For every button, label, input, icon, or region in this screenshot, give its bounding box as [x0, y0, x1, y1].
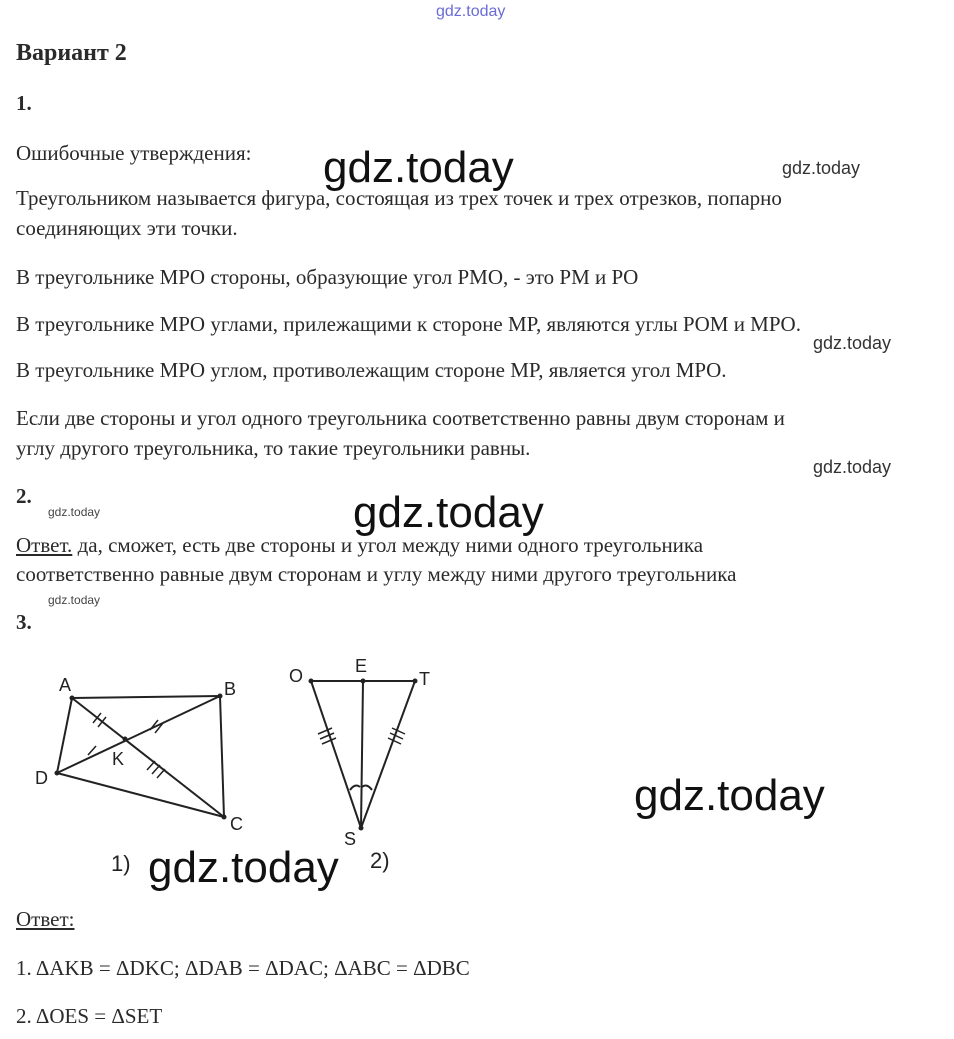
figure-2-triangle: [311, 681, 415, 828]
label-d: D: [35, 768, 48, 788]
figure-2-caption: 2): [370, 848, 390, 873]
watermark-mid-1: gdz.today: [782, 158, 861, 178]
label-e: E: [355, 656, 368, 676]
statement-1-line-2: соединяющих эти точки.: [16, 216, 238, 240]
watermark-big-2: gdz.today: [353, 488, 544, 537]
statement-2: В треугольнике MPO стороны, образующие угол PMO, - это PM и PO: [16, 265, 639, 289]
task-2-answer-text: да, сможет, есть две стороны и угол между ними одного треугольника: [72, 533, 704, 557]
watermark-mid-2: gdz.today: [813, 333, 892, 353]
answer-label: Ответ.: [16, 533, 73, 557]
watermark-big-4: gdz.today: [148, 843, 339, 892]
task-3-answer-line-1: 1. ΔAKB = ΔDKC; ΔDAB = ΔDAC; ΔABC = ΔDBC: [16, 956, 470, 980]
task-2-answer-line-2: соответственно равные двум сторонам и углу между ними другого треугольника: [16, 562, 737, 586]
task-2-number: 2.: [16, 484, 32, 508]
watermark-big-3: gdz.today: [634, 771, 825, 820]
label-t: T: [419, 669, 430, 689]
watermark-mid-3: gdz.today: [813, 457, 892, 477]
label-o: O: [289, 666, 304, 686]
task-3-answer-line-2: 2. ΔOES = ΔSET: [16, 1004, 163, 1028]
statement-5-line-2: углу другого треугольника, то такие треугольники равны.: [16, 436, 531, 460]
label-b: B: [224, 679, 237, 699]
label-k: K: [112, 749, 125, 769]
figure-1-tick-marks: [88, 713, 165, 778]
statement-1-line-1: Треугольником называется фигура, состоящая из трех точек и трех отрезков, попарно: [16, 186, 782, 210]
page-title: Вариант 2: [16, 40, 127, 66]
statement-4: В треугольнике MPO углом, противолежащим стороне MP, является угол MPO.: [16, 358, 727, 382]
watermark-top: gdz.today: [436, 3, 506, 20]
statement-5-line-1: Если две стороны и угол одного треугольника соответственно равны двум сторонам и: [16, 406, 785, 430]
watermark-small-1: gdz.today: [48, 505, 101, 519]
label-s: S: [344, 829, 357, 849]
task-3-answer-label: Ответ:: [16, 907, 75, 931]
figure-1-quadrilateral: [57, 696, 224, 817]
figure-1-caption: 1): [111, 851, 131, 876]
statement-3: В треугольнике MPO углами, прилежащими к стороне MP, являются углы POM и MPO.: [16, 312, 801, 336]
task-3-number: 3.: [16, 610, 32, 634]
figure-1-points: [55, 694, 227, 820]
label-c: C: [230, 814, 243, 834]
task-1-number: 1.: [16, 91, 32, 115]
watermark-small-2: gdz.today: [48, 593, 101, 607]
label-a: A: [59, 675, 72, 695]
task-1-intro: Ошибочные утверждения:: [16, 141, 252, 165]
watermark-big-1: gdz.today: [323, 143, 514, 192]
